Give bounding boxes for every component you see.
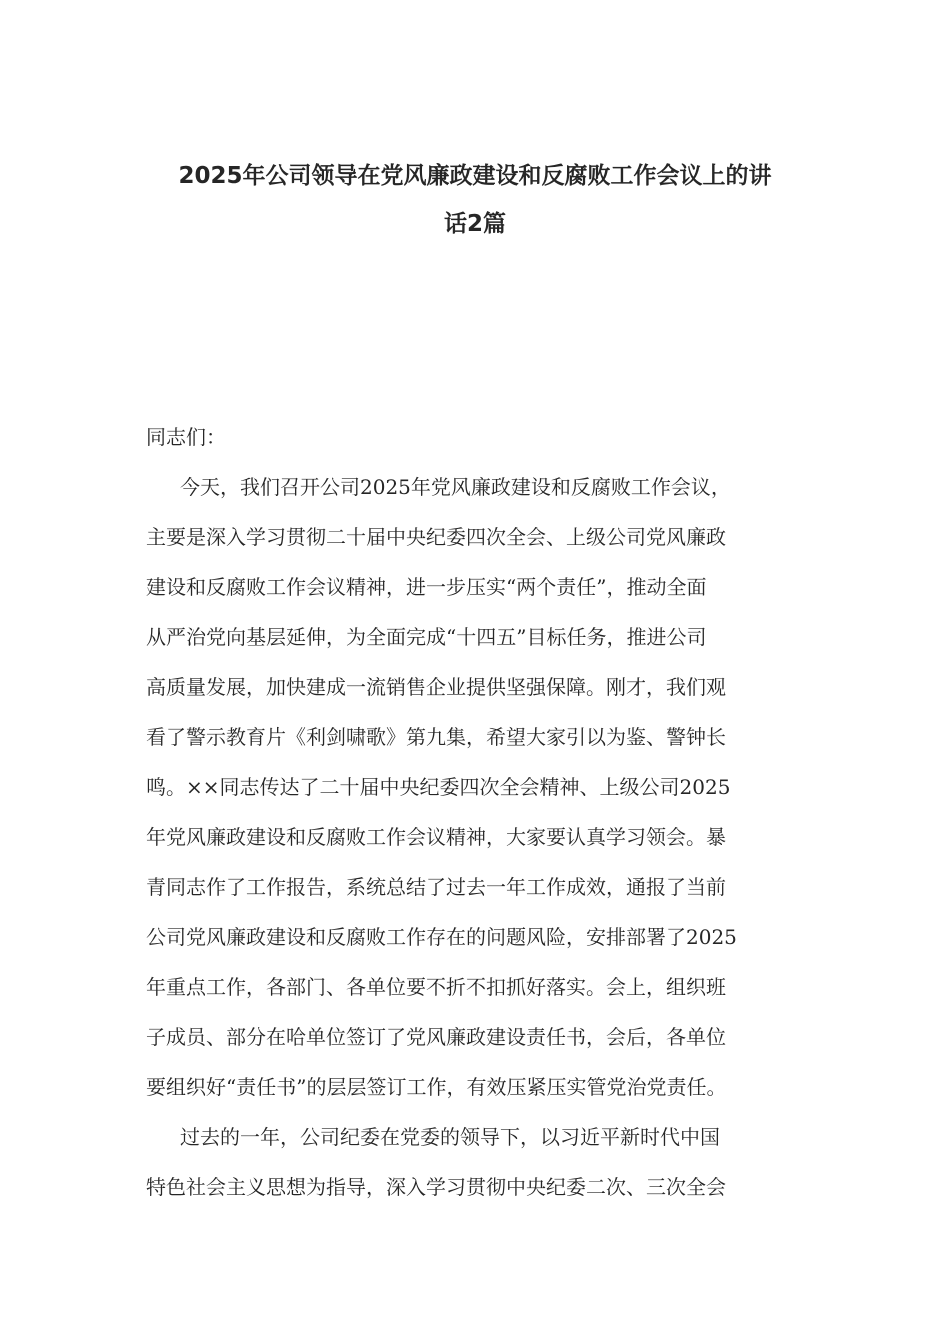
paragraph-line: 从严治党向基层延伸，为全面完成“十四五”目标任务，推进公司 <box>146 625 707 649</box>
salutation: 同志们： <box>146 425 226 449</box>
paragraph-line: 公司党风廉政建设和反腐败工作存在的问题风险，安排部署了2025 <box>146 925 737 949</box>
title-line: 2025年公司领导在党风廉政建设和反腐败工作会议上的讲 <box>178 163 772 189</box>
paragraph-line: 今天，我们召开公司2025年党风廉政建设和反腐败工作会议， <box>180 475 731 499</box>
title-line: 话2篇 <box>443 211 506 237</box>
paragraph-line: 年党风廉政建设和反腐败工作会议精神，大家要认真学习领会。暴 <box>146 825 726 849</box>
paragraph-line: 看了警示教育片《利剑啸歌》第九集，希望大家引以为鉴、警钟长 <box>146 725 726 749</box>
paragraph-line: 高质量发展，加快建成一流销售企业提供坚强保障。刚才，我们观 <box>146 675 726 699</box>
paragraph-1 <box>146 462 808 1112</box>
paragraph-line: 鸣。××同志传达了二十届中央纪委四次全会精神、上级公司2025 <box>146 775 731 799</box>
paragraph-line: 青同志作了工作报告，系统总结了过去一年工作成效，通报了当前 <box>146 875 726 899</box>
paragraph-line: 过去的一年，公司纪委在党委的领导下，以习近平新时代中国 <box>180 1125 720 1149</box>
paragraph-line: 要组织好“责任书”的层层签订工作，有效压紧压实管党治党责任。 <box>146 1075 727 1099</box>
paragraph-line: 主要是深入学习贯彻二十届中央纪委四次全会、上级公司党风廉政 <box>146 525 726 549</box>
paragraph-2 <box>146 1112 808 1212</box>
paragraph-line: 建设和反腐败工作会议精神，进一步压实“两个责任”，推动全面 <box>146 575 707 599</box>
document-title <box>120 152 830 248</box>
document-body <box>146 412 808 1212</box>
paragraph-line: 特色社会主义思想为指导，深入学习贯彻中央纪委二次、三次全会 <box>146 1175 726 1199</box>
paragraph-line: 子成员、部分在哈单位签订了党风廉政建设责任书，会后，各单位 <box>146 1025 726 1049</box>
paragraph-line: 年重点工作，各部门、各单位要不折不扣抓好落实。会上，组织班 <box>146 975 726 999</box>
